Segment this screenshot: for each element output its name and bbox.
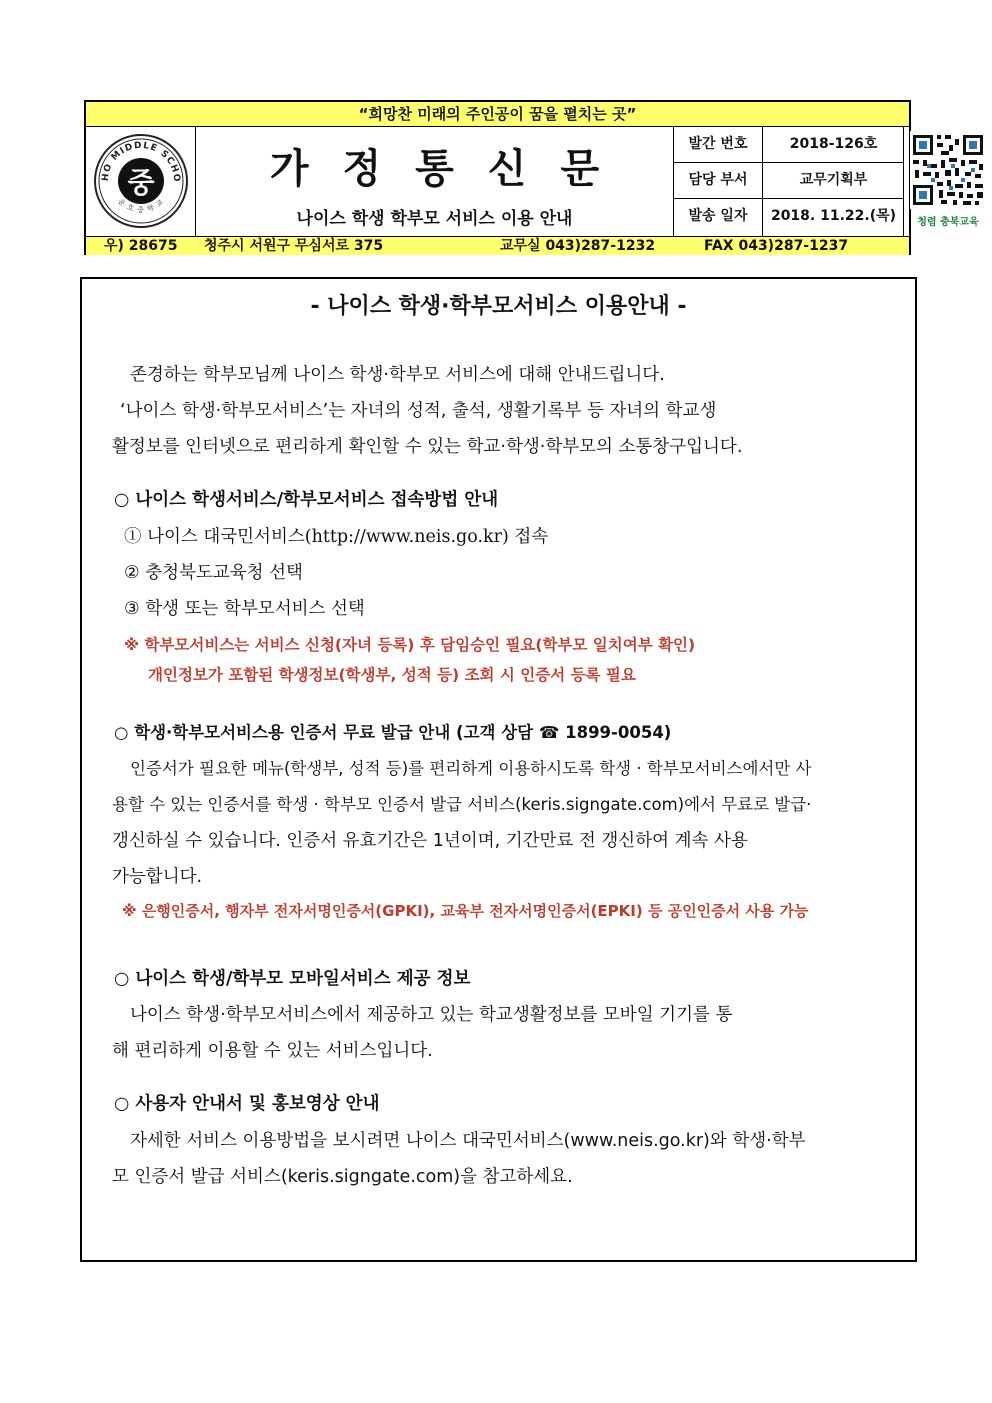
header-middle-row [86, 127, 979, 236]
info-value: 2018. 11.22.(목) [770, 208, 897, 224]
office-phone: 교무실 043)287-1232 [500, 238, 656, 254]
qr-code-cell [904, 127, 992, 236]
info-label: 발송 일자 [674, 199, 763, 236]
logo-ring-text: HO MIDDLE SCHO [100, 140, 182, 184]
info-value: 2018-126호 [789, 136, 878, 152]
section-heading: ○ 나이스 학생서비스/학부모서비스 접속방법 안내 [114, 490, 499, 510]
paragraph-line: 갱신하실 수 있습니다. 인증서 유효기간은 1년이며, 기간만료 전 갱신하여 계속 사용 [112, 831, 748, 851]
info-label: 담당 부서 [674, 163, 763, 198]
qr-caption: 청렴 충북교육 [917, 217, 979, 228]
step-item: ② 충청북도교육청 선택 [124, 563, 303, 583]
qr-code-icon [904, 127, 992, 213]
issue-number-row [674, 127, 903, 163]
content-title: - 나이스 학생·학부모서비스 이용안내 - [310, 294, 687, 319]
info-label: 발간 번호 [674, 127, 763, 162]
section-heading: ○ 나이스 학생/학부모 모바일서비스 제공 정보 [114, 969, 471, 989]
fax-number: FAX 043)287-1237 [704, 238, 849, 254]
issue-info-table [674, 127, 904, 236]
note-line: 개인정보가 포함된 학생정보(학생부, 성적 등) 조회 시 인증서 등록 필요 [148, 666, 636, 684]
newsletter-header [84, 100, 979, 255]
slogan: “희망찬 미래의 주인공이 꿈을 펼치는 곳” [86, 102, 909, 127]
newsletter-title: 가정통신문 [269, 145, 634, 192]
paragraph-line: 인증서가 필요한 메뉴(학생부, 성적 등)를 편리하게 이용하시도록 학생 · 학부모서비스에서만 사 [130, 759, 812, 778]
school-logo-cell [86, 127, 196, 236]
note-line: ※ 은행인증서, 행자부 전자서명인증서(GPKI), 교육부 전자서명인증서(EPKI) 등 공인인증서 사용 가능 [122, 902, 809, 920]
intro-line: ‘나이스 학생·학부모서비스’는 자녀의 성적, 출석, 생활기록부 등 자녀의 학교생 [120, 401, 717, 421]
section-heading: ○ 학생·학부모서비스용 인증서 무료 발급 안내 (고객 상담 ☎ 1899-0054) [114, 723, 672, 742]
intro-line: 활정보를 인터넷으로 편리하게 확인할 수 있는 학교·학생·학부모의 소통창구입니다. [112, 437, 743, 457]
paragraph-line: 모 인증서 발급 서비스(keris.signgate.com)을 참고하세요. [112, 1167, 573, 1187]
info-value: 교무기획부 [799, 172, 868, 188]
logo-center-char: 중 [127, 166, 155, 199]
address-bar [86, 236, 909, 255]
step-item: ① 나이스 대국민서비스(http://www.neis.go.kr) 접속 [124, 527, 549, 547]
title-cell [196, 127, 674, 236]
paragraph-line: 용할 수 있는 인증서를 학생 · 학부모 인증서 발급 서비스(keris.signgate.com)에서 무료로 발급· [112, 795, 812, 814]
paragraph-line: 나이스 학생·학부모서비스에서 제공하고 있는 학교생활정보를 모바일 기기를 통 [130, 1005, 733, 1025]
logo-bottom-text: 운 호 중 학 교 [116, 197, 166, 215]
intro-line: 존경하는 학부모님께 나이스 학생·학부모 서비스에 대해 안내드립니다. [130, 365, 665, 385]
department-row [674, 163, 903, 199]
content-box [80, 277, 917, 1262]
paragraph-line: 가능합니다. [112, 867, 203, 887]
paragraph-line: 해 편리하게 이용할 수 있는 서비스입니다. [112, 1041, 433, 1061]
section-heading: ○ 사용자 안내서 및 홍보영상 안내 [114, 1094, 380, 1114]
send-date-row [674, 199, 903, 236]
newsletter-subtitle: 나이스 학생 학부모 서비스 이용 안내 [296, 209, 573, 229]
street-address: 청주시 서원구 무심서로 375 [204, 238, 384, 254]
paragraph-line: 자세한 서비스 이용방법을 보시려면 나이스 대국민서비스(www.neis.go.kr)와 학생·학부 [130, 1131, 806, 1151]
zip-code: 우) 28675 [104, 238, 178, 254]
note-line: ※ 학부모서비스는 서비스 신청(자녀 등록) 후 담임승인 필요(학부모 일치여부 확인) [124, 636, 696, 654]
school-logo-icon [86, 127, 196, 236]
step-item: ③ 학생 또는 학부모서비스 선택 [124, 599, 365, 619]
